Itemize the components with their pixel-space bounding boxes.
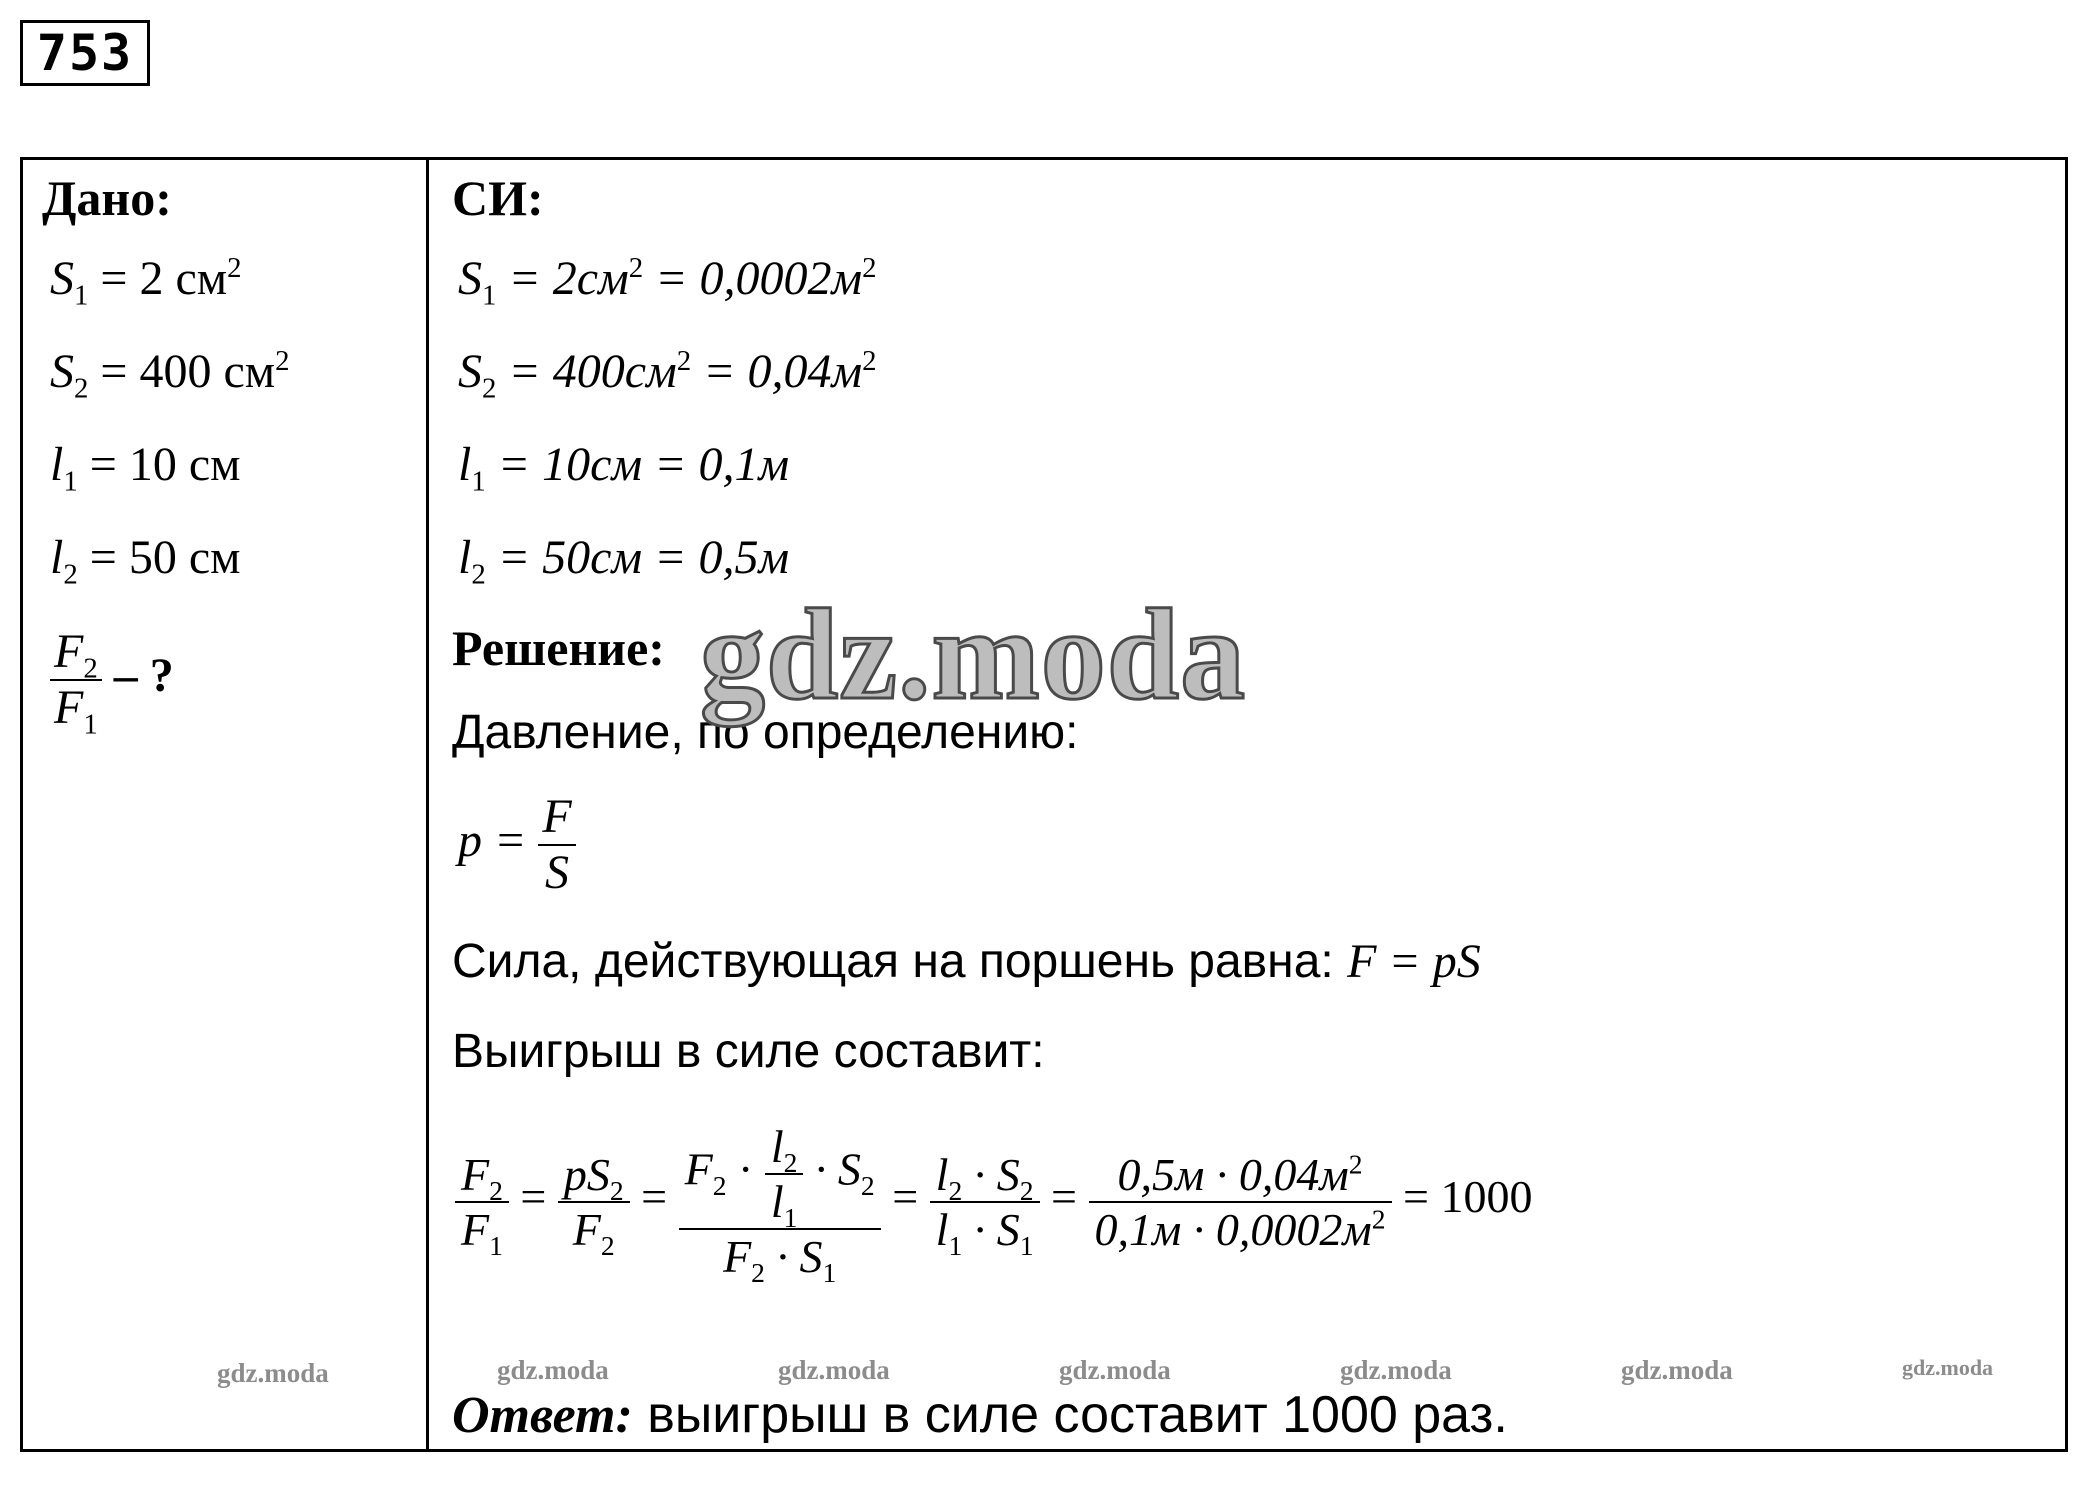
si-l2: $l_2 = 50см = 0,5м$ (458, 531, 790, 591)
given-unknown: $\frac{F_2}{F_1}$ – ? (50, 625, 174, 735)
given-header: Дано: (42, 170, 172, 226)
problem-number: 753 (20, 20, 150, 86)
solution-line-gain: Выигрыш в силе составит: (452, 1025, 1045, 1078)
given-s2: $S_2 = 400$ $см^2$ (50, 345, 290, 405)
si-s2: $S_2 = 400см^2 = 0,04м^2$ (458, 345, 877, 405)
solution-line-force: Сила, действующая на поршень равна: F = pS (452, 935, 1481, 988)
pressure-formula: p = $\frac{F}{S}$ (458, 790, 576, 900)
watermark-small: gdz.moda (1902, 1355, 1994, 1380)
given-l1: $l_1 = 10$ см (50, 438, 241, 498)
watermark-small: gdz.moda (217, 1358, 329, 1388)
watermark-small: gdz.moda (497, 1355, 609, 1385)
final-equation: $\frac{F_2}{F_1}$ = $\frac{pS_2}{F_2}$ = $F_2$ · $\frac{l_2}{l_1}$ · $S_2$ $F_2 \cdot S_1$ = $\frac{l_2 \cdot S_2}{l_1 \cdot S_1}$ = $\frac{0,5м \cdot 0,04м^2}{0,1м \cdot 0,0002м^2}$ = 1000 (455, 1120, 1532, 1283)
si-header: СИ: (452, 170, 544, 226)
answer-line: Ответ: выигрыш в силе составит 1000 раз. (452, 1386, 1508, 1444)
solution-header: Решение: (452, 620, 665, 676)
watermark-large: gdz.moda (700, 583, 1247, 727)
si-s1: $S_1 = 2см^2 = 0,0002м^2$ (458, 252, 877, 312)
column-divider (426, 157, 429, 1452)
watermark-small: gdz.moda (1059, 1355, 1171, 1385)
given-l2: $l_2 = 50$ см (50, 531, 241, 591)
given-s1: $S_1 = 2$ $см^2$ (50, 252, 242, 312)
watermark-small: gdz.moda (1340, 1355, 1452, 1385)
watermark-small: gdz.moda (778, 1355, 890, 1385)
watermark-small: gdz.moda (1621, 1355, 1733, 1385)
solution-line-pressure-definition: Давление, по определению: (452, 706, 1079, 759)
si-l1: $l_1 = 10см = 0,1м$ (458, 438, 790, 498)
